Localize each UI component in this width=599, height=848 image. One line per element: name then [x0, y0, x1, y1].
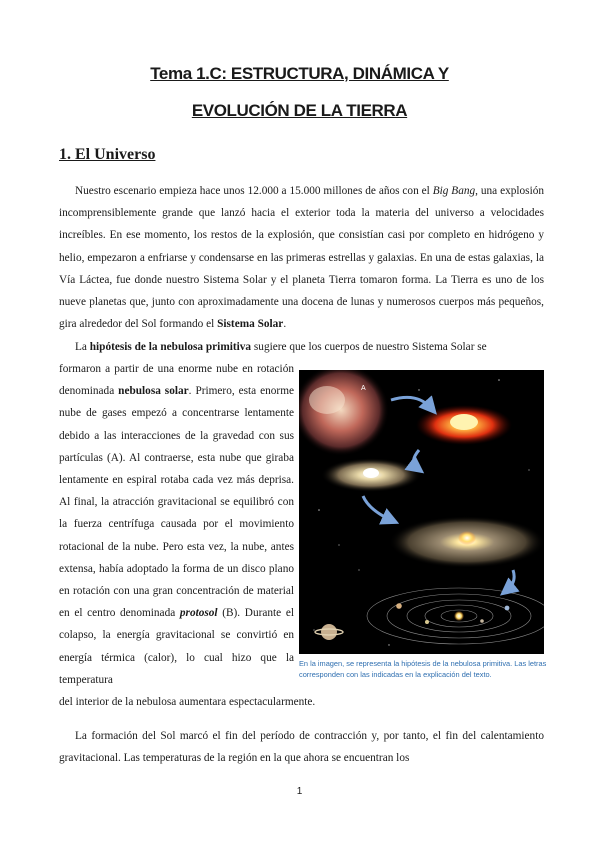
page-number: 1	[296, 786, 303, 797]
label-a: A	[361, 385, 366, 392]
figure-caption: En la imagen, se representa la hipótesis de la nebulosa primitiva. Las letras corresponden con las indicadas en la explicación del texto.	[299, 659, 547, 679]
paragraph-2-text-e: (B). Durante el colapso, la energía gravitacional se convirtió en energía térmica (calor), lo cual hizo que la temperatura	[59, 607, 294, 686]
sun	[454, 611, 464, 621]
paragraph-2-first-line	[59, 336, 544, 358]
nebula-hypothesis-image	[299, 370, 544, 654]
paragraph-1-text-b: , una explosión incomprensiblemente grande que lanzó hacia el exterior toda la materia del universo a velocidades increíbles. En ese momento, los restos de la explosión, que consistían casi por completo en hidrógeno y helio, empezaron a enfriarse y condensarse en las primeras estrellas y galaxias. En una de estas galaxias, la Vía Láctea, fue donde nuestro Sistema Solar y el planeta Tierra tomaron forma. La Tierra es uno de los nueve planetas que, junto con aproximadamente una docena de lunas y numerosos cuerpos más pequeños, gira alrededor del Sol formando el	[59, 185, 545, 331]
document-title-line-1: Tema 1.C: ESTRUCTURA, DINÁMICA Y	[150, 64, 449, 83]
paragraph-2-text-d: . Primero, esta enorme nube de gases empezó a concentrarse lentamente debido a las interacciones de la gravedad con sus partículas (A). Al contraerse, esta nube que giraba lentamente en espiral rotaba cada vez más deprisa. Al final, la atracción gravitacional se equilibró con la fuerza centrífuga causada por el movimiento rotacional de la nube. Pero esta vez, la nube, antes extensa, había adoptado la forma de un disco plano en rotación con una gran concentración de material en el centro denominada	[59, 385, 294, 620]
nebulosa-solar-term: nebulosa solar	[118, 385, 189, 398]
document-title-line-2: EVOLUCIÓN DE LA TIERRA	[191, 101, 408, 120]
hipotesis-term: hipótesis de la nebulosa primitiva	[89, 341, 252, 353]
saturn-planet	[321, 624, 337, 640]
paragraph-3: La formación del Sol marcó el fin del período de contracción y, por tanto, el fin del calentamiento gravitacional. Las temperaturas de la región en la que ahora se encuentran los	[59, 730, 544, 765]
paragraph-2-wrapped-text	[59, 358, 294, 691]
paragraph-1-text-c: .	[283, 318, 287, 331]
paragraph-1	[59, 180, 544, 335]
big-bang-term: Big Bang	[432, 185, 476, 197]
sistema-solar-term: Sistema Solar	[217, 318, 284, 331]
protosol-term: protosol	[179, 607, 218, 620]
paragraph-2-text-c: formaron a partir de una enorme nube en rotación denominada	[59, 363, 294, 398]
paragraph-2-text-b: sugiere que los cuerpos de nuestro Sistema Solar se	[251, 341, 487, 353]
paragraph-1-text-a: Nuestro escenario empieza hace unos 12.000 a 15.000 millones de años con el	[75, 185, 433, 197]
section-heading: 1. El Universo	[59, 146, 156, 163]
paragraph-2-last-line: del interior de la nebulosa aumentara espectacularmente.	[59, 696, 316, 708]
nebula-hypothesis-illustration	[299, 370, 544, 654]
paragraph-2-text-a: La	[75, 341, 90, 353]
